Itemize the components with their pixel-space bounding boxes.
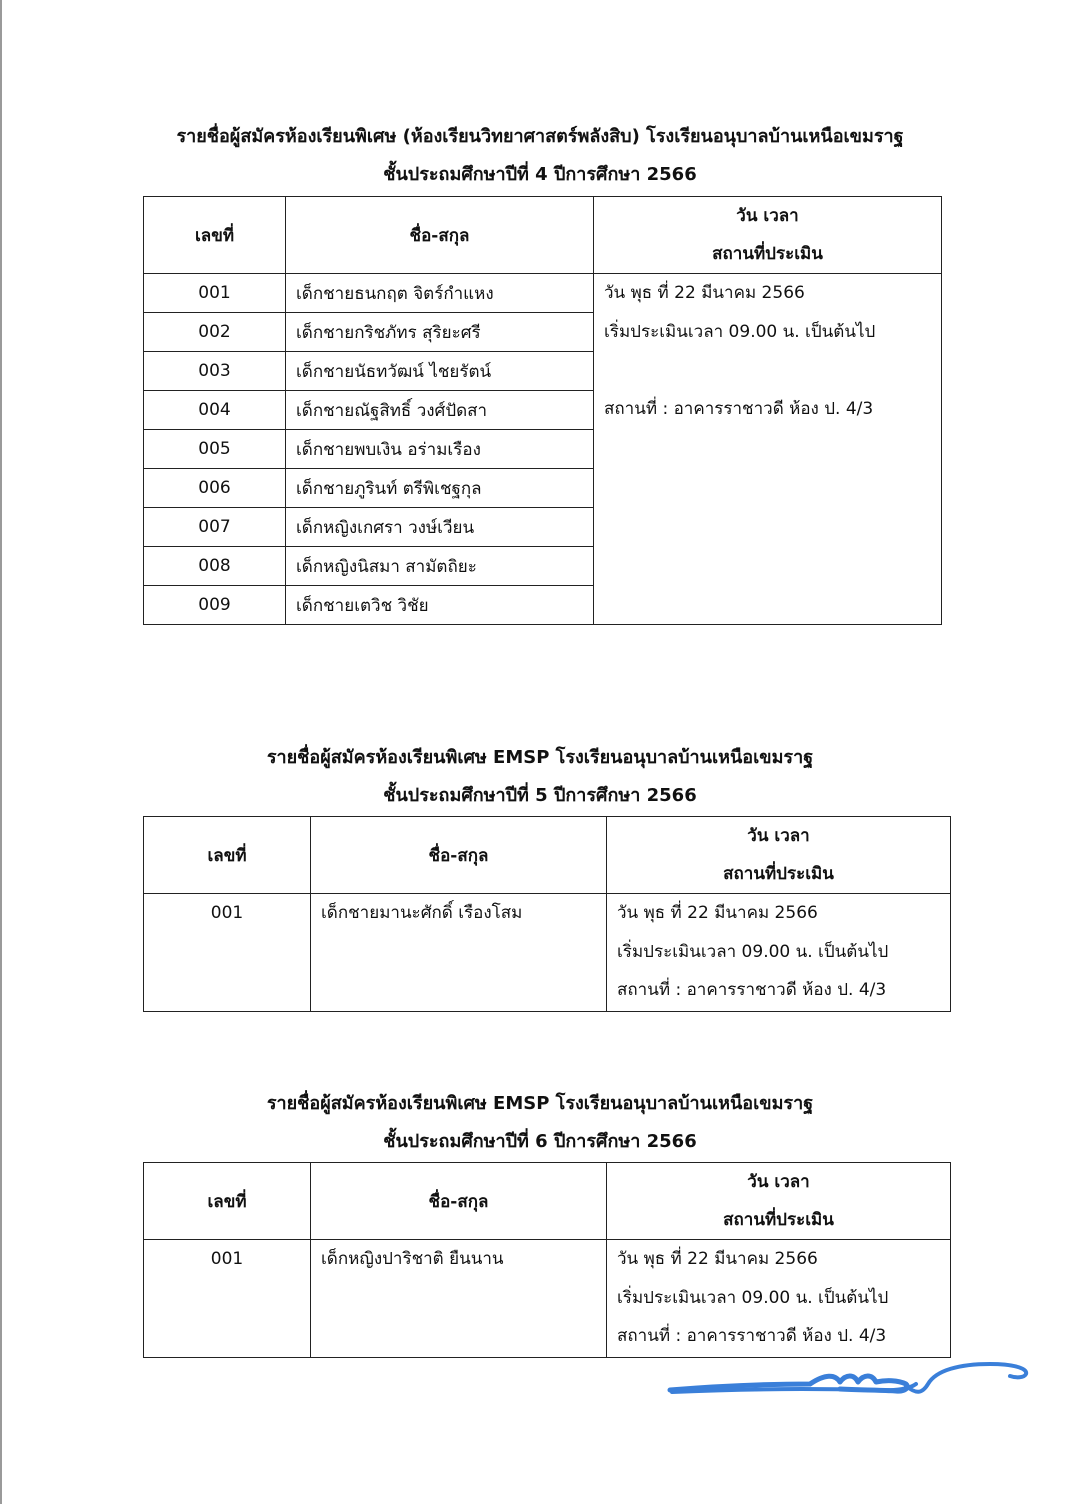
table-row bbox=[144, 274, 942, 313]
header-when-where bbox=[607, 1163, 951, 1240]
row-number: 006 bbox=[144, 469, 286, 508]
info-location: สถานที่ : อาคารราชาวดี ห้อง ป. 4/3 bbox=[617, 1326, 887, 1346]
row-number: 001 bbox=[144, 894, 311, 1012]
row-number: 009 bbox=[144, 586, 286, 625]
assessment-info bbox=[594, 274, 942, 625]
row-number: 007 bbox=[144, 508, 286, 547]
section3-table bbox=[143, 1162, 951, 1358]
row-number: 003 bbox=[144, 352, 286, 391]
row-number: 002 bbox=[144, 313, 286, 352]
table-header-row bbox=[144, 817, 951, 894]
row-number: 008 bbox=[144, 547, 286, 586]
info-time: เริ่มประเมินเวลา 09.00 น. เป็นต้นไป bbox=[617, 1287, 889, 1308]
section1-subtitle: ชั้นประถมศึกษาปีที่ 4 ปีการศึกษา 2566 bbox=[383, 164, 697, 185]
header-where: สถานที่ประเมิน bbox=[723, 1210, 834, 1230]
section2-table bbox=[143, 816, 951, 1012]
row-number: 004 bbox=[144, 391, 286, 430]
assessment-info bbox=[607, 1240, 951, 1358]
row-number: 001 bbox=[144, 1240, 311, 1358]
row-name: เด็กชายณัฐสิทธิ์ วงศ์ปัดสา bbox=[286, 391, 594, 430]
info-date: วัน พุธ ที่ 22 มีนาคม 2566 bbox=[617, 903, 818, 923]
row-name: เด็กหญิงนิสมา สามัตถิยะ bbox=[286, 547, 594, 586]
section3-subtitle: ชั้นประถมศึกษาปีที่ 6 ปีการศึกษา 2566 bbox=[383, 1131, 697, 1152]
header-name: ชื่อ-สกุล bbox=[286, 197, 594, 274]
header-number: เลขที่ bbox=[144, 817, 311, 894]
table-row bbox=[144, 1240, 951, 1358]
row-name: เด็กหญิงปาริชาติ ยืนนาน bbox=[311, 1240, 607, 1358]
table-row bbox=[144, 894, 951, 1012]
header-when: วัน เวลา bbox=[747, 826, 810, 846]
signature-mark bbox=[660, 1356, 1040, 1406]
row-name: เด็กชายมานะศักดิ์ เรืองโสม bbox=[311, 894, 607, 1012]
section2-title: รายชื่อผู้สมัครห้องเรียนพิเศษ EMSP โรงเรียนอนุบาลบ้านเหนือเขมราฐ bbox=[266, 747, 814, 768]
table-header-row bbox=[144, 1163, 951, 1240]
row-number: 005 bbox=[144, 430, 286, 469]
info-location: สถานที่ : อาคารราชาวดี ห้อง ป. 4/3 bbox=[604, 398, 874, 419]
header-when: วัน เวลา bbox=[747, 1172, 810, 1192]
section1-table bbox=[143, 196, 942, 625]
row-name: เด็กชายเตวิช วิชัย bbox=[286, 586, 594, 625]
header-when-where bbox=[607, 817, 951, 894]
header-when-where bbox=[594, 197, 942, 274]
section3-title: รายชื่อผู้สมัครห้องเรียนพิเศษ EMSP โรงเรียนอนุบาลบ้านเหนือเขมราฐ bbox=[266, 1093, 814, 1114]
header-number: เลขที่ bbox=[144, 197, 286, 274]
info-location: สถานที่ : อาคารราชาวดี ห้อง ป. 4/3 bbox=[617, 980, 887, 1000]
row-name: เด็กชายพบเงิน อร่ามเรือง bbox=[286, 430, 594, 469]
row-name: เด็กชายภูรินท์ ตรีพิเชฐกุล bbox=[286, 469, 594, 508]
row-name: เด็กชายธนกฤต จิตร์กำแหง bbox=[286, 274, 594, 313]
info-spacer bbox=[604, 351, 931, 390]
section2-subtitle: ชั้นประถมศึกษาปีที่ 5 ปีการศึกษา 2566 bbox=[383, 785, 697, 806]
info-time: เริ่มประเมินเวลา 09.00 น. เป็นต้นไป bbox=[617, 941, 889, 962]
info-date: วัน พุธ ที่ 22 มีนาคม 2566 bbox=[617, 1249, 818, 1269]
row-number: 001 bbox=[144, 274, 286, 313]
row-name: เด็กหญิงเกศรา วงษ์เวียน bbox=[286, 508, 594, 547]
section1-title: รายชื่อผู้สมัครห้องเรียนพิเศษ (ห้องเรียนวิทยาศาสตร์พลังสิบ) โรงเรียนอนุบาลบ้านเหนือเขมราฐ bbox=[176, 126, 904, 147]
info-date: วัน พุธ ที่ 22 มีนาคม 2566 bbox=[604, 283, 805, 303]
header-when: วัน เวลา bbox=[736, 206, 799, 226]
header-number: เลขที่ bbox=[144, 1163, 311, 1240]
row-name: เด็กชายกริชภัทร สุริยะศรี bbox=[286, 313, 594, 352]
header-where: สถานที่ประเมิน bbox=[712, 244, 823, 264]
header-name: ชื่อ-สกุล bbox=[311, 1163, 607, 1240]
info-time: เริ่มประเมินเวลา 09.00 น. เป็นต้นไป bbox=[604, 321, 876, 342]
assessment-info bbox=[607, 894, 951, 1012]
table-header-row bbox=[144, 197, 942, 274]
header-where: สถานที่ประเมิน bbox=[723, 864, 834, 884]
row-name: เด็กชายนัธทวัฒน์ ไชยรัตน์ bbox=[286, 352, 594, 391]
header-name: ชื่อ-สกุล bbox=[311, 817, 607, 894]
